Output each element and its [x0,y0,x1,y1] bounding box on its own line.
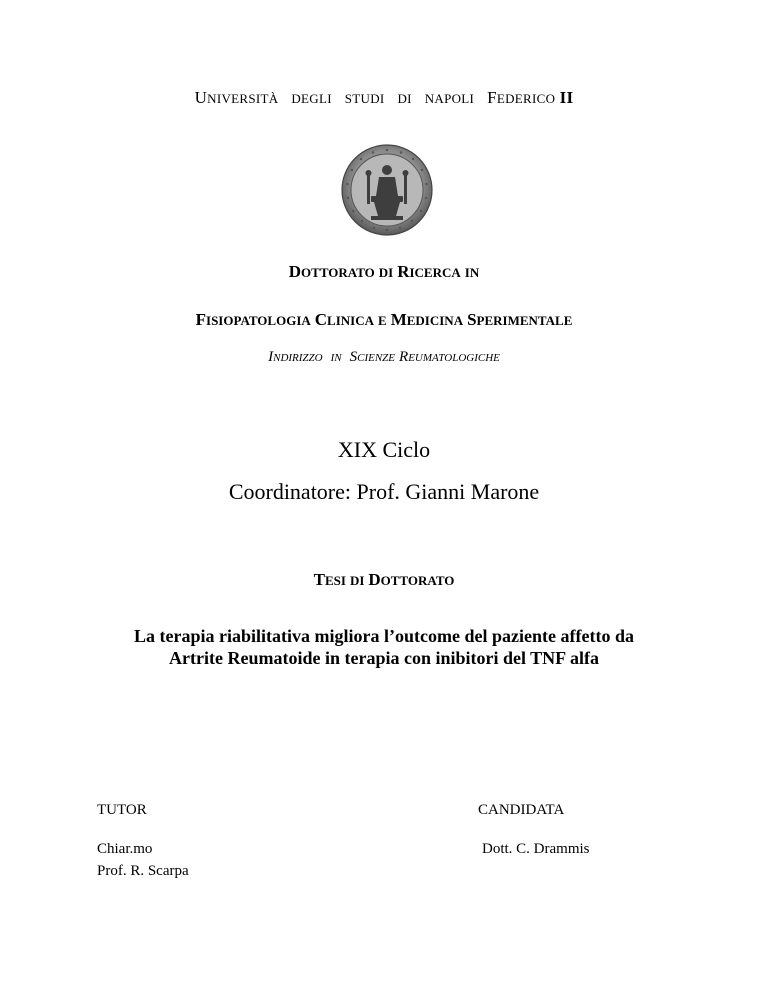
program-word: M [390,310,407,329]
candidate-name: Dott. C. Drammis [482,841,590,857]
thesis-title [0,625,768,669]
thesis-title-line2: Artrite Reumatoide in terapia con inibitori del TNF alfa [169,648,599,668]
program-word: E [378,313,387,328]
university-seal-icon [341,144,433,236]
tutor-title: Chiar.mo [97,841,153,857]
thesis-word: OTTORATO [380,573,455,588]
program-word: PERIMENTALE [476,313,573,328]
university-word: NAPOLI [424,91,475,106]
thesis-word: DI [349,573,365,588]
thesis-word: ESI [324,573,346,588]
university-word: DEGLI [291,91,332,106]
program-word: F [195,310,207,329]
address-word: I [268,349,274,365]
address-word: NDIRIZZO [273,352,323,364]
thesis-word: T [313,570,325,589]
university-word: U [194,88,208,107]
address-word: IN [330,352,342,364]
university-word: STUDI [344,91,385,106]
thesis-label [0,570,768,590]
address-word: R [399,349,409,365]
university-word: NIVERSITÀ [207,91,279,106]
heading-word: OTTORATO [301,265,375,280]
tutor-label: TUTOR [97,802,147,818]
university-word: DI [397,91,412,106]
heading-word: R [397,262,410,281]
program-word: EDICINA [406,313,464,328]
program-word: S [467,310,477,329]
heading-word: DI [378,265,394,280]
program-word: C [314,310,328,329]
heading-word: IN [464,265,480,280]
address-word: EUMATOLOGICHE [408,352,500,364]
university-word: II [559,88,574,107]
coordinator: Coordinatore: Prof. Gianni Marone [228,479,540,504]
address-word: S [349,349,358,365]
cycle: XIX Ciclo [337,437,431,462]
doctorate-program [0,310,768,330]
doctorate-address [0,348,768,366]
thesis-word: D [368,570,381,589]
university-word: EDERICO [496,91,556,106]
heading-word: ICERCA [409,265,461,280]
program-word: LINICA [327,313,375,328]
heading-word: D [288,262,302,281]
doctorate-heading [0,262,768,282]
program-word: ISIOPATOLOGIA [206,313,311,328]
candidate-label: CANDIDATA [478,802,565,818]
university-name [0,88,768,108]
tutor-name: Prof. R. Scarpa [97,863,189,879]
thesis-title-line1: La terapia riabilitativa migliora l’outcome del paziente affetto da [134,626,634,646]
address-word: CIENZE [357,352,396,364]
university-word: F [487,88,497,107]
